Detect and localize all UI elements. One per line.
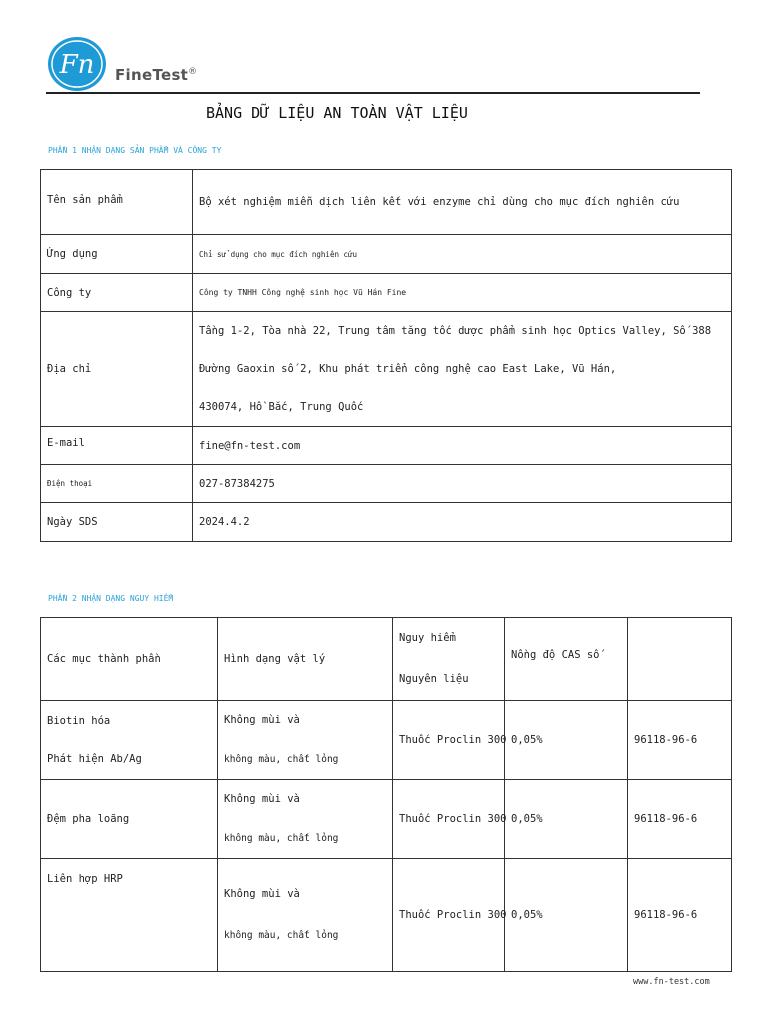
logo-monogram: Fn: [59, 50, 95, 80]
address-line: Tầng 1-2, Tòa nhà 22, Trung tâm tăng tốc dược phẩm sinh học Optics Valley, Số 388: [199, 325, 712, 337]
document-title: BẢNG DỮ LIỆU AN TOÀN VẬT LIỆU: [206, 104, 468, 122]
cas-cell: 96118-96-6: [628, 780, 732, 859]
table-row: [41, 235, 732, 274]
address-value: [193, 312, 732, 427]
address-line: 430074, Hồ Bắc, Trung Quốc: [199, 401, 364, 413]
table-row: [41, 859, 732, 972]
column-header-hazard: Nguy hiểm: [399, 632, 456, 644]
concentration-cell: 0,05%: [505, 859, 628, 972]
table-row: [41, 780, 732, 859]
table-row: [41, 427, 732, 465]
component-name: Biotin hóa: [47, 715, 111, 727]
section-1-heading: PHẦN 1 NHẬN DẠNG SẢN PHẨM VÀ CÔNG TY: [48, 146, 222, 155]
column-header-concentration-cas: Nồng độ CAS số: [505, 618, 628, 701]
component-name-sub: Phát hiện Ab/Ag: [47, 753, 142, 765]
address-line: Đường Gaoxin số 2, Khu phát triển công nghệ cao East Lake, Vũ Hán,: [199, 363, 617, 375]
address-label: Địa chỉ: [41, 312, 193, 427]
footer-website: www.fn-test.com: [633, 977, 710, 987]
appearance-line: Không mùi và: [224, 888, 300, 900]
table-row: [41, 170, 732, 235]
email-label: E-mail: [41, 427, 193, 465]
phone-value: 027-87384275: [193, 465, 732, 503]
column-header-appearance: Hình dạng vật lý: [218, 618, 393, 701]
table-row: [41, 503, 732, 542]
section-2-heading: PHẦN 2 NHẬN DẠNG NGUY HIỂM: [48, 594, 174, 603]
material-cell: Thuốc Proclin 300: [393, 701, 505, 780]
appearance-line: Không mùi và: [224, 793, 300, 805]
hazard-identification-table: [40, 617, 732, 972]
email-value: fine@fn-test.com: [193, 427, 732, 465]
cas-cell: 96118-96-6: [628, 859, 732, 972]
usage-value: Chỉ sử dụng cho mục đích nghiên cứu: [193, 235, 732, 274]
appearance-cell: [218, 780, 393, 859]
sds-date-value: 2024.4.2: [193, 503, 732, 542]
brand-name: [115, 66, 197, 84]
appearance-line: không màu, chất lỏng: [224, 754, 339, 765]
brand-text: FineTest: [115, 66, 189, 84]
company-value: Công ty TNHH Công nghệ sinh học Vũ Hán Fine: [193, 274, 732, 312]
appearance-line: không màu, chất lỏng: [224, 833, 339, 844]
finetest-logo: [46, 35, 108, 97]
component-cell: [41, 701, 218, 780]
component-cell: Đệm pha loãng: [41, 780, 218, 859]
appearance-cell: [218, 701, 393, 780]
logo-emblem-icon: [46, 35, 108, 93]
concentration-cell: 0,05%: [505, 780, 628, 859]
usage-label: Ứng dụng: [41, 235, 193, 274]
product-name-label: Tên sản phẩm: [41, 170, 193, 235]
table-row: [41, 465, 732, 503]
appearance-cell: [218, 859, 393, 972]
component-cell: Liên hợp HRP: [41, 859, 218, 972]
appearance-line: Không mùi và: [224, 714, 300, 726]
column-header-empty: [628, 618, 732, 701]
material-cell: Thuốc Proclin 300: [393, 780, 505, 859]
brand-registered-mark: ®: [188, 67, 198, 77]
concentration-cell: 0,05%: [505, 701, 628, 780]
product-name-value: Bộ xét nghiệm miễn dịch liên kết với enzyme chỉ dùng cho mục đích nghiên cứu: [193, 170, 732, 235]
header-divider: [46, 92, 700, 94]
material-cell: Thuốc Proclin 300: [393, 859, 505, 972]
table-row: [41, 274, 732, 312]
appearance-line: không màu, chất lỏng: [224, 930, 339, 941]
table-row: [41, 312, 732, 427]
phone-label: Điện thoại: [41, 465, 193, 503]
sds-date-label: Ngày SDS: [41, 503, 193, 542]
column-header-hazard-material: [393, 618, 505, 701]
product-identification-table: [40, 169, 732, 542]
column-header-components: Các mục thành phần: [41, 618, 218, 701]
cas-cell: 96118-96-6: [628, 701, 732, 780]
column-header-material: Nguyên liệu: [399, 673, 469, 685]
table-header-row: [41, 618, 732, 701]
table-row: [41, 701, 732, 780]
company-label: Công ty: [41, 274, 193, 312]
